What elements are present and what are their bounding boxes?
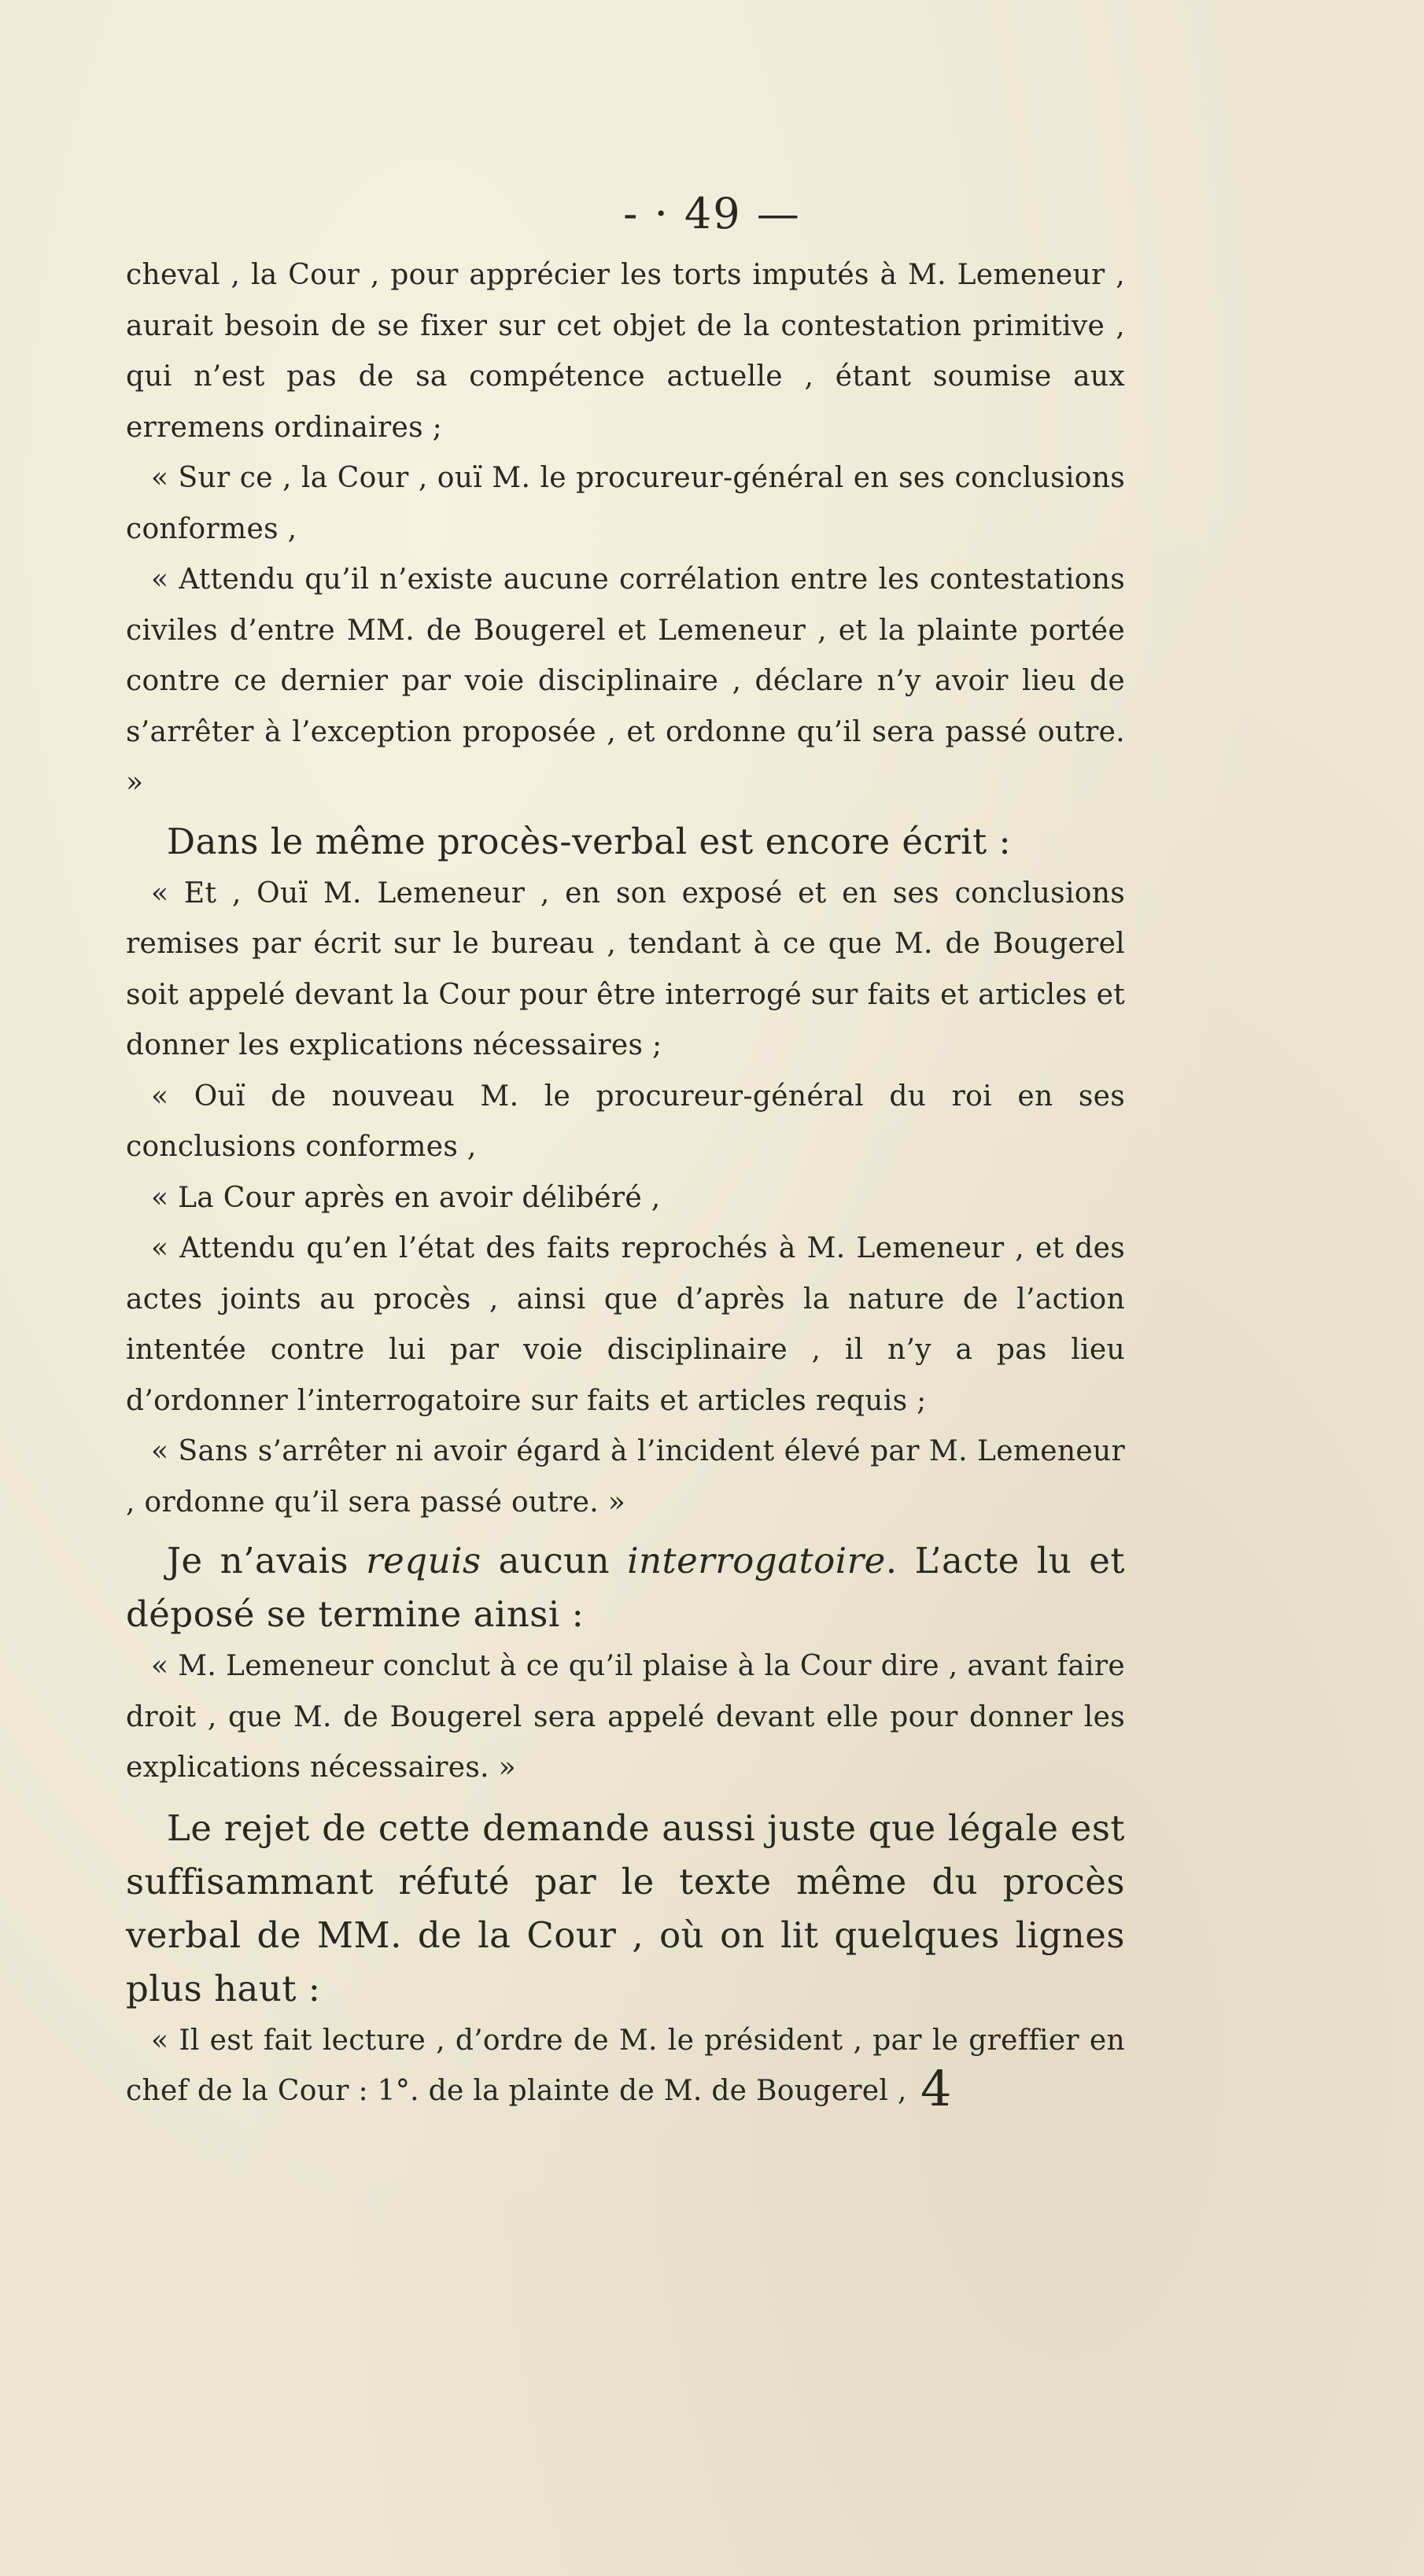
paragraph-sans-sarreter: « Sans s’arrêter ni avoir égard à l’incident élevé par M. Lemeneur , ordonne qu’il sera passé outre. » <box>126 1435 1125 1519</box>
paragraph-attendu-correlation: « Attendu qu’il n’existe aucune corrélation entre les contestations civiles d’entre MM. de Bougerel et Lemeneur , et la plainte portée contre ce dernier par voie disciplinaire , déclare n’y avoir lieu de s’arrêter à l’exception proposée , et ordonne qu’il sera passé outre. » <box>126 563 1125 799</box>
paragraph-le-rejet: Le rejet de cette demande aussi juste que légale est suffisammant réfuté par le texte même du procès verbal de MM. de la Cour , où on lit quelques lignes plus haut : <box>126 1807 1125 2010</box>
paragraph-dans-le-meme: Dans le même procès-verbal est encore écrit : <box>167 820 1012 862</box>
signature-mark: 4 <box>920 2060 952 2117</box>
page-number-value: 49 <box>684 189 742 238</box>
body-text <box>126 250 1125 2117</box>
paragraph-attendu-etat: « Attendu qu’en l’état des faits reprochés à M. Lemeneur , et des actes joints au procès , ainsi que d’après la nature de l’action intentée contre lui par voie disciplinaire , il n’y a pas lieu d’ordonner l’interrogatoire sur faits et articles requis ; <box>126 1232 1125 1417</box>
emphasis-after: . L’acte lu et déposé se termine ainsi : <box>126 1540 1125 1635</box>
paragraph-je-navais <box>126 1534 1125 1641</box>
emphasis-interrogatoire: interrogatoire <box>627 1540 886 1581</box>
page-number-dash-left: - · <box>623 189 684 238</box>
page-number <box>0 189 1424 238</box>
paragraph-cheval: cheval , la Cour , pour apprécier les torts imputés à M. Lemeneur , aurait besoin de se fixer sur cet objet de la contestation primitive , qui n’est pas de sa compétence actuelle , étant soumise aux erremens ordinaires ; <box>126 259 1125 444</box>
paragraph-sur-ce: « Sur ce , la Cour , ouï M. le procureur-général en ses conclusions conformes , <box>126 462 1125 545</box>
paragraph-et-oui: « Et , Ouï M. Lemeneur , en son exposé et en ses conclusions remises par écrit sur le bureau , tendant à ce que M. de Bougerel soit appelé devant la Cour pour être interrogé sur faits et articles et donner les explications nécessaires ; <box>126 877 1125 1061</box>
paragraph-la-cour-apres: « La Cour après en avoir délibéré , <box>151 1181 661 1214</box>
paragraph-m-lemeneur-conclut: « M. Lemeneur conclut à ce qu’il plaise à la Cour dire , avant faire droit , que M. de Bougerel sera appelé devant elle pour donner les explications nécessaires. » <box>126 1650 1125 1784</box>
page-number-dash-right: — <box>741 189 801 238</box>
emphasis-middle: aucun <box>481 1540 628 1581</box>
paragraph-oui-de-nouveau: « Ouï de nouveau M. le procureur-général du roi en ses conclusions conformes , <box>126 1079 1125 1163</box>
emphasis-before: Je n’avais <box>167 1540 367 1581</box>
emphasis-requis: requis <box>366 1540 481 1581</box>
paragraph-il-est-fait-lecture: « Il est fait lecture , d’ordre de M. le président , par le greffier en chef de la Cour : 1°. de la plainte de M. de Bougerel , <box>126 2024 1125 2107</box>
